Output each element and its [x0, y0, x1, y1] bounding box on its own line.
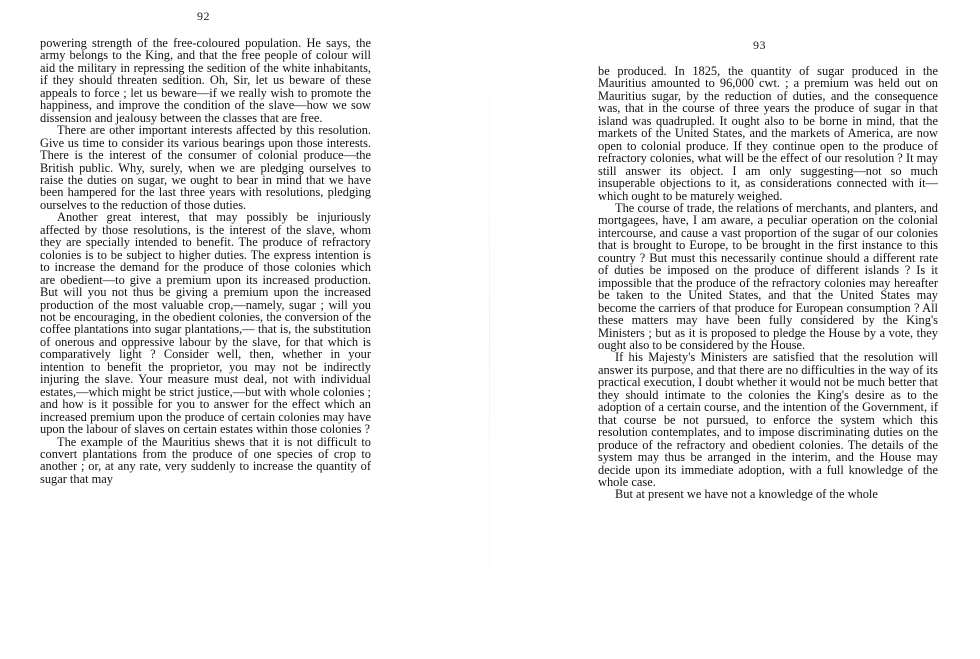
- page-number: 92: [197, 9, 210, 23]
- paragraph: be produced. In 1825, the quantity of sugar produced in the Mauritius amounted to 96,000 cwt. ; a premium was held out on Mauritius sugar, by the reduction of duties, and the consequence was, that in the course of three years the produce of sugar in that island was quadrupled. It ought also to be borne in mind, that the markets of the United States, and the markets of America, are now open to colonial produce. If they continue open to the produce of refractory colonies, what will be the effect of our resolution ? It may still answer its object. I am only suggesting—not so much insuperable objections to it, as considerations connected with it—which ought to be maturely weighed.: [598, 64, 938, 203]
- paragraph: powering strength of the free-coloured population. He says, the army belongs to the King, and that the free people of colour will aid the military in repressing the sedition of the white inhabitants, if they should threaten sedition. Oh, Sir, let us beware of these appeals to force ; let us beware—if we really wish to promote the happiness, and improve the condition of the slave—how we sow dissension and jealousy between the classes that are free.: [40, 36, 371, 125]
- gutter-divider: [489, 0, 490, 659]
- paragraph: The example of the Mauritius shews that it is not difficult to convert plantations from the produce of one species of crop to another ; or, at any rate, very suddenly to increase the quantity of sugar that may: [40, 434, 371, 486]
- left-text-column: [40, 37, 371, 485]
- paragraph: The course of trade, the relations of merchants, and planters, and mortgagees, have, I am aware, a peculiar operation on the colonial intercourse, and cause a vast proportion of the sugar of our colonies that is brought to Europe, to be brought in the first instance to this country ? But must this necessarily continue should a different rate of duties be imposed on the produce of different islands ? Is it impossible that the produce of the refractory colonies may hereafter be taken to the United States, and that the United States may become the carriers of that produce for European consumption ? All these matters may have been fully considered by the King's Ministers ; but as it is proposed to pledge the House by a vote, they ought also to be considered by the House.: [598, 200, 938, 352]
- right-text-column: [598, 65, 938, 501]
- right-page: [560, 0, 980, 659]
- paragraph: But at present we have not a knowledge of the whole: [615, 487, 878, 502]
- paragraph: Another great interest, that may possibly be injuriously affected by those resolutions, is the interest of the slave, whom they are specially intended to benefit. The produce of refractory colonies is to be subject to higher duties. The express intention is to increase the demand for the produce of those colonies which are obedient—to give a premium upon its increased production. But will you not thus be giving a premium upon the increased production of the most valuable crop,—namely, sugar ; will you not be encouraging, in the obedient colonies, the conversion of the coffee plantations into sugar plantations,— that is, the substitution of onerous and oppressive labour by the slave, for that which is comparatively light ? Consider well, then, whether in your intention to benefit the proprietor, you may not be indirectly injuring the slave. Your measure must deal, not with individual estates,—which might be strict justice,—but with whole colonies ; and how is it possible for you to answer for the effect which an increased premium upon the produce of certain colonies may have upon the labour of slaves on certain estates within those colonies ?: [40, 210, 371, 437]
- paragraph: If his Majesty's Ministers are satisfied that the resolution will answer its purpose, and that there are no difficulties in the way of its practical execution, I doubt whether it would not be much better that they should intimate to the colonies the King's desire as to the adoption of a certain course, and the intention of the Government, if that course be not pursued, to enforce the system which this resolution contemplates, and to impose discriminating duties on the produce of the refractory and obedient colonies. The details of the system may thus be arranged in the interim, and the House may decide upon its immediate adoption, with a full knowledge of the whole case.: [598, 350, 938, 489]
- page-number: 93: [753, 38, 766, 52]
- paragraph: There are other important interests affected by this resolution. Give us time to consider its various bearings upon those interests. There is the interest of the consumer of colonial produce—the British public. Why, surely, when we are pledging ourselves to raise the duties on sugar, we ought to bear in mind that we have been hampered for the last three years with resolutions, pledging ourselves to the reduction of those duties.: [40, 123, 371, 212]
- left-page: [0, 0, 420, 659]
